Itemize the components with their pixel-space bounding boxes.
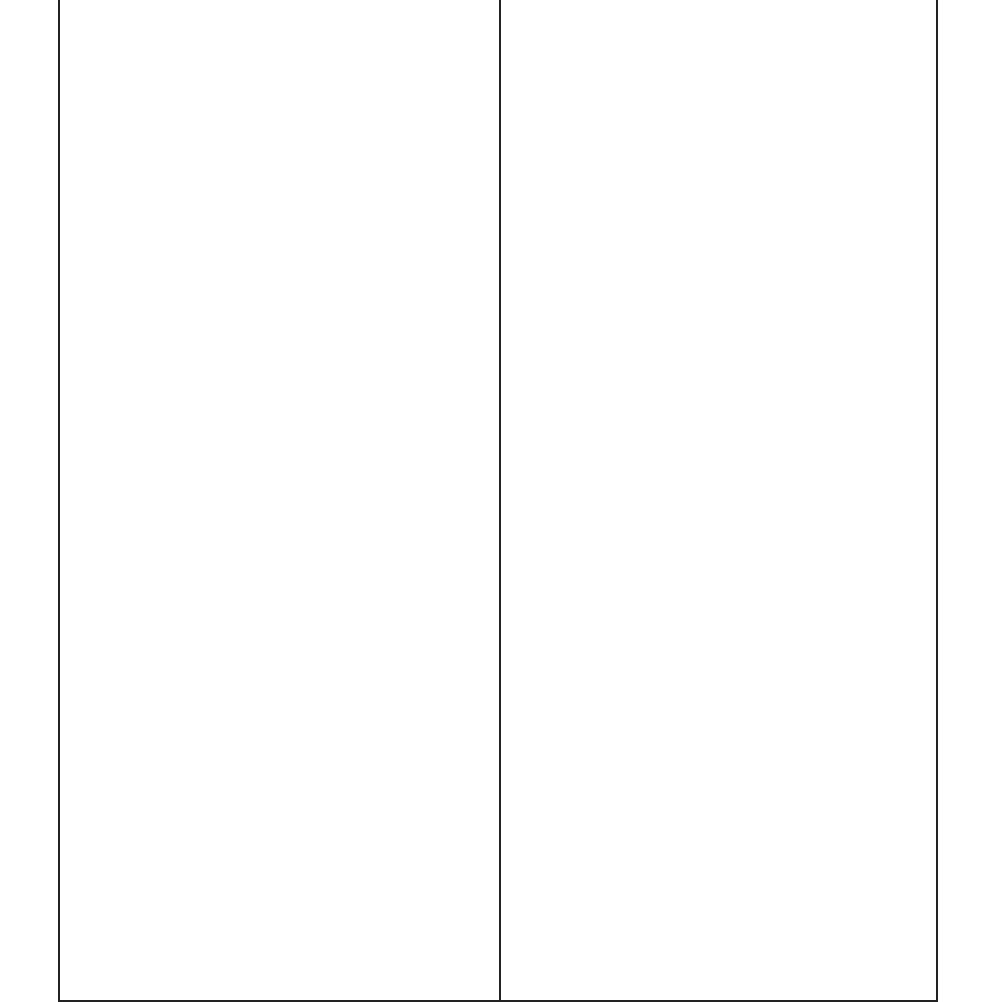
page-frame — [58, 0, 938, 1002]
column-divider — [499, 0, 501, 1000]
